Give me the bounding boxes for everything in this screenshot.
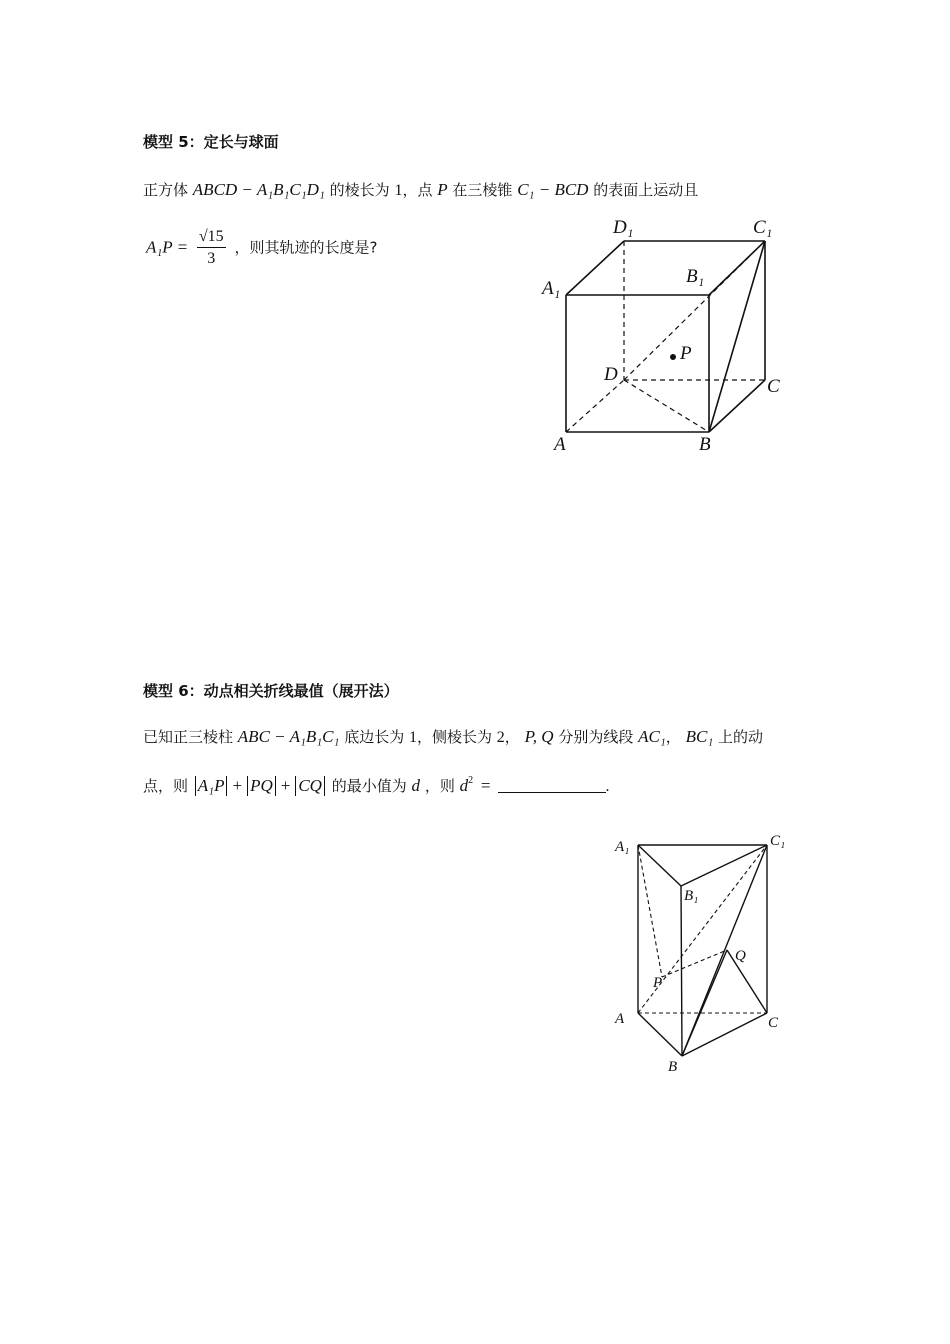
text: 的表面上运动且 [593,181,699,199]
text: 分别为线段 [558,728,634,746]
text: 正方体 [143,181,189,199]
abs-bar [324,776,325,796]
label-a1: A₁ [615,839,630,855]
label-a: A [554,434,566,455]
label-c1: C₁ [753,217,773,238]
text: 在三棱锥 [452,181,513,199]
base-length: 1 [409,729,417,746]
a1p-lhs: A₁P = [146,237,189,257]
label-a1: A₁ [542,278,561,299]
term-a1p: A₁P [197,776,225,795]
equals-sign: = [480,776,491,795]
model5-heading: 模型 5：定长与球面 [143,133,279,151]
fraction-numerator: √15 [197,228,226,248]
label-b1: B₁ [684,888,699,904]
prism-figure [605,825,805,1080]
abs-bar [295,776,296,796]
plus-sign: + [232,776,243,795]
text: ，则 [424,777,455,795]
label-p: P [680,343,692,364]
model6-problem-line2 [143,775,610,796]
text: ， [665,728,681,746]
answer-blank[interactable] [498,792,606,793]
label-b1: B₁ [686,266,705,287]
text: 的最小值为 [331,777,407,795]
label-p: P [653,975,663,991]
abs-bar [275,776,276,796]
plus-sign: + [280,776,291,795]
prism-name: ABC − A₁B₁C₁ [237,727,340,746]
label-d: D [604,364,618,385]
exponent: 2 [468,775,474,786]
term-pq: PQ [250,776,273,795]
lateral-length: 2 [496,729,505,746]
label-a: A [615,1011,625,1027]
point-p-dot [670,354,676,360]
cube-name: ABCD − A₁B₁C₁D₁ [192,180,325,199]
question-text: ，则其轨迹的长度是? [234,238,378,257]
points-pq: P, Q [524,727,554,746]
edge-length: 1 [394,182,403,199]
point-p: P [437,180,448,199]
fraction [197,228,226,268]
text: 已知正三棱柱 [143,728,234,746]
label-d1: D₁ [613,217,634,238]
label-c1: C₁ [770,833,786,849]
period: . [605,778,610,795]
term-cq: CQ [298,776,322,795]
label-q: Q [735,948,746,964]
pyramid-name: C₁ − BCD [517,180,589,199]
segment-bc1: BC₁ [685,727,714,746]
label-b: B [668,1059,678,1075]
variable-d-squared: d [459,776,469,795]
fraction-denominator: 3 [207,250,216,267]
model5-problem-line1 [143,179,698,200]
label-c: C [767,376,780,397]
label-b: B [699,434,711,455]
abs-bar [247,776,248,796]
model5-problem-line2 [146,228,377,268]
model6-problem-line1 [143,726,763,747]
text: ，侧棱长为 [417,728,493,746]
text: ，点 [402,181,433,199]
segment-ac1: AC₁ [638,727,666,746]
model6-heading: 模型 6：动点相关折线最值（展开法） [143,682,399,700]
label-c: C [768,1015,779,1031]
text: 点，则 [143,777,189,795]
text: ， [504,728,520,746]
cube-hidden-edges [566,241,765,432]
cube-figure [530,205,790,460]
abs-bar [226,776,227,796]
abs-bar [195,776,196,796]
text: 底边长为 [344,728,405,746]
variable-d: d [411,776,421,795]
text: 上的动 [718,728,764,746]
text: 的棱长为 [329,181,390,199]
